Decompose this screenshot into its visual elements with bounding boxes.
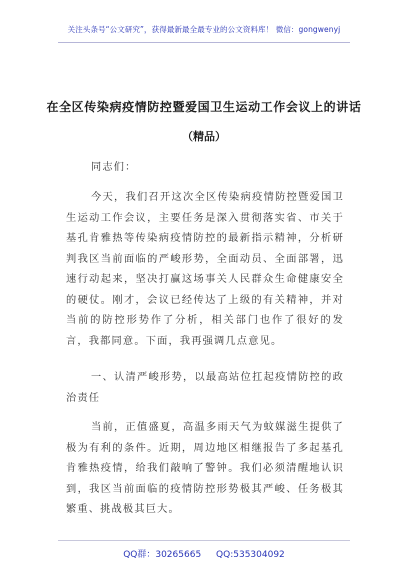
document-subtitle: （精品） xyxy=(182,130,226,143)
paragraph-intro xyxy=(66,188,344,352)
header-promo-note: 关注头条号“公文研究”，获得最新最全最专业的公文资料库！ 微信：gongwenyj xyxy=(67,25,341,34)
greeting-text: 同志们： xyxy=(91,162,137,173)
footer-qq-group: QQ群：30265665 xyxy=(123,550,202,560)
footer-contact xyxy=(0,547,408,560)
footer-qq-number: QQ:535304092 xyxy=(216,550,285,560)
footer-divider xyxy=(58,540,350,541)
section-heading-1 xyxy=(66,368,344,409)
greeting xyxy=(66,158,344,179)
paragraph-text: 当前，正值盛夏，高温多雨天气为蚊媒滋生提供了极为有利的条件。近期，周边地区相继报告了多起基孔肯雅热疫情，给我们敲响了警钟。我们必须清醒地认识到，我区当前面临的疫情防控形势极其严峻、任务极其繁重、挑战极其巨大。 xyxy=(66,422,344,515)
document-title: 在全区传染病疫情防控暨爱国卫生运动工作会议上的讲话 xyxy=(46,100,362,114)
header-divider xyxy=(58,42,350,43)
section-heading-text: 一、认清严峻形势，以最高站位扛起疫情防控的政治责任 xyxy=(66,372,344,404)
paragraph-situation xyxy=(66,418,344,521)
paragraph-text: 今天，我们召开这次全区传染病疫情防控暨爱国卫生运动工作会议，主要任务是深入贯彻落实省、市关于基孔肯雅热等传染病疫情防控的最新指示精神，分析研判我区当前面临的严峻形势，全面动员、全面部署，迅速行动起来，坚决打赢这场事关人民群众生命健康安全的硬仗。刚才，会议已经传达了上级的有关精神，并对当前的防控形势作了分析，相关部门也作了很好的发言，我都同意。下面，我再强调几点意见。 xyxy=(66,192,344,347)
